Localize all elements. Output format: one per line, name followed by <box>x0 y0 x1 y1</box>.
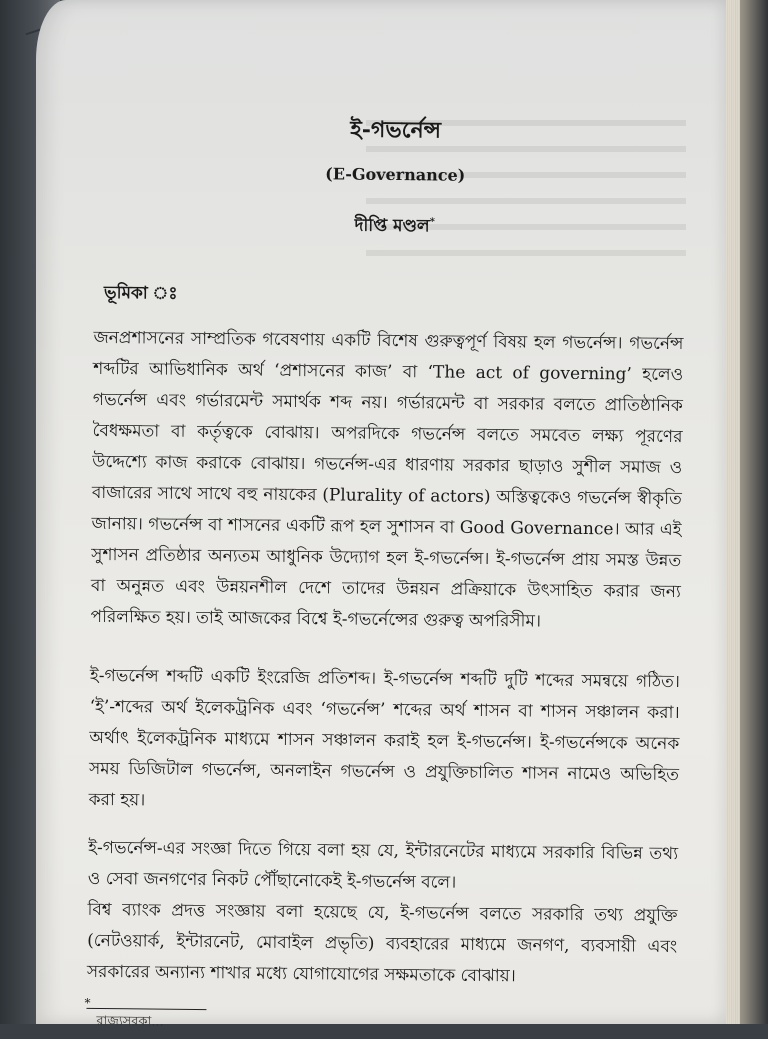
footnote-text: রাজ্যসরকা... <box>96 1013 164 1030</box>
author-name <box>105 210 685 244</box>
paragraph-meaning: ই-গভর্নেন্স শব্দটি একটি ইংরেজি প্রতিশব্দ। ই-গভর্নেন্স শব্দটি দুটি শব্দের সমন্বয়ে গঠিত। ‘ই’-শব্দের অর্থ ইলেকট্রনিক এবং ‘গভর্নেন্স’ শব্দের অর্থ শাসন বা শাসন সঞ্চালন করা। অর্থাৎ ইলেকট্রনিক মাধ্যমে শাসন সঞ্চালন করাই হল ই-গভর্নেন্স। ই-গভর্নেন্সকে অনেক সময় ডিজিটাল গভর্নেন্স, অনলাইন গভর্নেন্স ও প্রযুক্তিচালিত শাসন নামেও অভিহিত করা হয়। <box>88 665 681 811</box>
author-footnote-mark: * <box>429 216 435 228</box>
book-page <box>36 0 726 1030</box>
paragraph-world-bank: বিশ্ব ব্যাংক প্রদত্ত সংজ্ঞায় বলা হয়েছে যে, ই-গভর্নেন্স বলতে সরকারি তথ্য প্রযুক্তি (নেটওয়ার্ক, ইন্টারনেট, মোবাইল প্রভৃতি) ব্যবহারের মাধ্যমে জনগণ, ব্যবসায়ী এবং সরকারের অন্যান্য শাখার মধ্যে যোগাযোগের সক্ষমতাকে বোঝায়। <box>86 899 678 987</box>
author-text: দীপ্তি মণ্ডল <box>354 215 430 237</box>
page-content <box>84 100 686 1030</box>
footnote-divider <box>86 1008 206 1010</box>
paragraph-intro: জনপ্রশাসনের সাম্প্রতিক গবেষণায় একটি বিশেষ গুরুত্বপূর্ণ বিষয় হল গভর্নেন্স। গভর্নেন্স শব্দটির আভিধানিক অর্থ ‘প্রশাসনের কাজ’ বা ‘The act of governing’ হলেও গভর্নেন্স এবং গর্ভারমেন্ট সমার্থক শব্দ নয়। গর্ভারমেন্ট বা সরকার বলতে প্রাতিষ্ঠানিক বৈধক্ষমতা বা কর্তৃত্বকে বোঝায়। অপরদিকে গভর্নেন্স বলতে সমবেত লক্ষ্য পূরণের উদ্দেশ্যে কাজ করাকে বোঝায়। গভর্নেন্স-এর ধারণায় সরকার ছাড়াও সুশীল সমাজ ও বাজারের সাথে সাথে বহু নায়কের (Plurality of actors) অস্তিত্বকেও গভর্নেন্স স্বীকৃতি জানায়। গভর্নেন্স বা শাসনের একটি রূপ হল সুশাসন বা Good Governance। আর এই সুশাসন প্রতিষ্ঠার অন্যতম আধুনিক উদ্যোগ হল ই-গভর্নেন্স। ই-গভর্নেন্স প্রায় সমস্ত উন্নত বা অনুন্নত এবং উন্নয়নশীল দেশে তাদের উন্নয়ন প্রক্রিয়াকে উৎসাহিত করার জন্য পরিলক্ষিত হয়। তাই আজকের বিশ্বে ই-গভর্নেন্সের গুরুত্ব অপরিসীম। <box>90 327 684 632</box>
chapter-subtitle: (E-Governance) <box>325 164 466 185</box>
section-heading: ভূমিকা ঃ <box>103 282 178 304</box>
paragraph-definition: ই-গভর্নেন্স-এর সংজ্ঞা দিতে গিয়ে বলা হয় যে, ইন্টারনেটের মাধ্যমে সরকারি বিভিন্ন তথ্য ও সেবা জনগণের নিকট পৌঁছানোকেই ই-গভর্নেন্স বলে। <box>87 837 679 893</box>
footnote-mark: * <box>84 995 91 1010</box>
chapter-title: ই-গভর্নেন্স <box>350 116 442 144</box>
